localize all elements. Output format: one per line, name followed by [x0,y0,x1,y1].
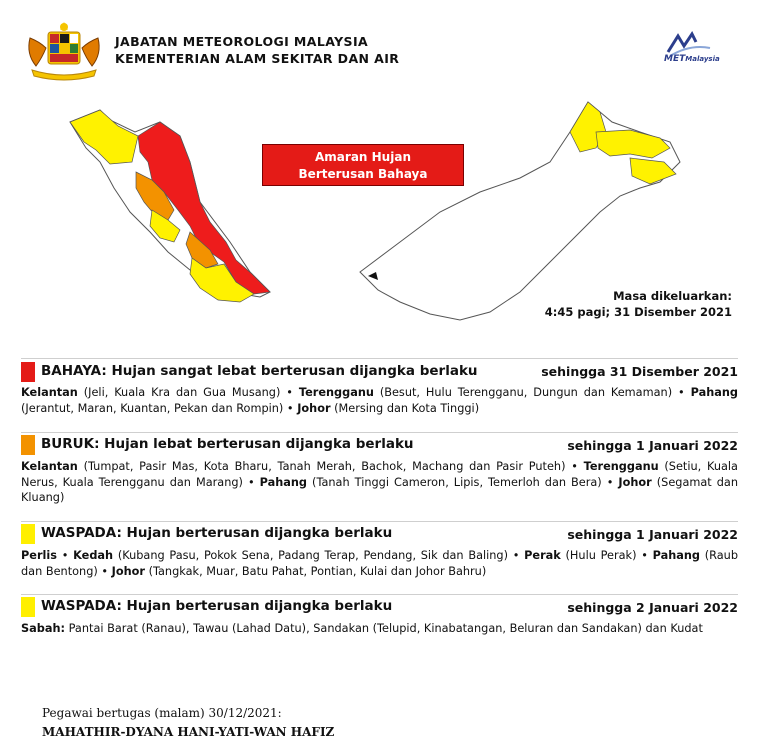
level-marker [21,435,35,455]
warning-title: WASPADA: Hujan berterusan dijangka berlaku [41,598,393,614]
warning-until: sehingga 1 Januari 2022 [567,438,738,453]
warning-areas [21,621,738,637]
duty-officer-names: MAHATHIR-DYANA HANI-YATI-WAN HAFIZ [42,725,335,739]
warning-until: sehingga 1 Januari 2022 [567,527,738,542]
met-malaysia-logo [650,30,740,70]
level-marker [21,597,35,617]
district-list: (Hulu Perak) • [560,549,653,562]
district-list: (Tumpat, Pasir Mas, Kota Bharu, Tanah Merah, Bachok, Machang dan Pasir Puteh) • [77,460,584,473]
district-list: (Mersing dan Kota Tinggi) [330,401,480,415]
state-name: Johor [297,401,331,415]
district-list: (Jerantut, Maran, Kuantan, Pekan dan Rompin) • [21,401,298,415]
district-list: (Kubang Pasu, Pokok Sena, Padang Terap, Pendang, Sik dan Baling) • [113,549,525,562]
state-name: Perlis [21,549,57,562]
agency-title: JABATAN METEOROLOGI MALAYSIA [115,34,369,49]
waspada-perlis-kedah [70,110,138,164]
banner-line-1: Amaran Hujan [315,150,411,164]
state-name: Terengganu [298,386,374,399]
warning-areas [21,385,738,416]
warning-section-waspada-1 [21,521,738,583]
state-name: Pahang [259,475,308,489]
banner-line-2: Berterusan Bahaya [298,167,428,181]
warning-areas [21,459,738,506]
warning-areas [21,548,738,579]
state-name: Kelantan [21,386,78,399]
ministry-title: KEMENTERIAN ALAM SEKITAR DAN AIR [115,51,400,66]
district-list: (Raub dan Bentong) • [21,549,738,578]
district-list: (Segamat dan Kluang) [21,475,738,504]
district-list: (Setiu, Kuala Nerus, Kuala Terengganu dan Marang) • [21,460,738,489]
district-list: (Besut, Hulu Terengganu, Dungun dan Kemaman) • [373,386,691,399]
district-list: (Tangkak, Muar, Batu Pahat, Pontian, Kulai dan Johor Bahru) [144,564,487,578]
state-name: Pahang [690,386,738,399]
state-name: Kelantan [21,460,78,473]
warning-title: BURUK: Hujan lebat berterusan dijangka berlaku [41,436,414,452]
district-list: • [56,549,74,562]
state-name: Terengganu [583,460,659,473]
warning-title: BAHAYA: Hujan sangat lebat berterusan dijangka berlaku [41,363,478,379]
state-name: Kedah [73,549,114,562]
warning-banner [262,144,464,186]
level-marker [21,524,35,544]
met-logo-text [664,54,720,64]
state-name: Johor [111,564,145,578]
met-logo-main: MET [664,54,686,64]
warning-section-waspada-2 [21,594,738,656]
warning-title: WASPADA: Hujan berterusan dijangka berlaku [41,525,393,541]
issued-time: 4:45 pagi; 31 Disember 2021 [544,305,732,319]
warning-until: sehingga 31 Disember 2021 [541,364,738,379]
warning-section-buruk [21,432,738,512]
state-name: Johor [618,475,652,489]
met-logo-sub: Malaysia [685,55,720,63]
state-name: Perak [524,549,561,562]
malaysia-coat-of-arms-logo [22,18,106,82]
level-marker [21,362,35,382]
duty-officer-label: Pegawai bertugas (malam) 30/12/2021: [42,706,282,720]
warning-section-bahaya [21,358,738,418]
state-name: Pahang [652,549,700,562]
warning-until: sehingga 2 Januari 2022 [567,600,738,615]
district-list: Pantai Barat (Ranau), Tawau (Lahad Datu), Sandakan (Telupid, Kinabatangan, Beluran dan Sandakan) dan Kudat [65,622,703,635]
issued-label: Masa dikeluarkan: [613,289,732,303]
waspada-sabah-interior [596,130,670,158]
state-name: Sabah: [21,622,66,635]
district-list: (Jeli, Kuala Kra dan Gua Musang) • [77,386,299,399]
district-list: (Tanah Tinggi Cameron, Lipis, Temerloh dan Bera) • [307,475,619,489]
